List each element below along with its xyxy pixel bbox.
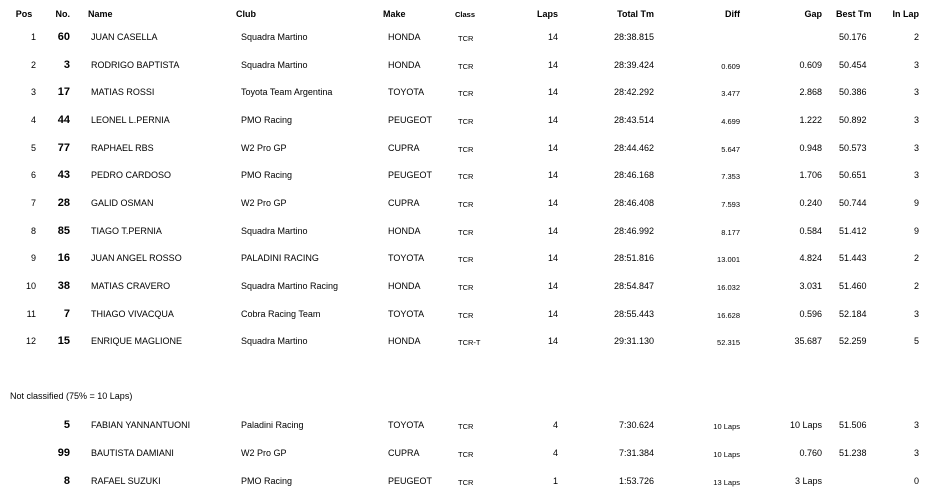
cell-driver-name: FABIAN YANNANTUONI [91, 420, 191, 430]
cell-club: PMO Racing [241, 170, 293, 181]
cell-number: 28 [57, 196, 70, 209]
cell-class: TCR [458, 199, 474, 209]
table-row [0, 193, 946, 213]
cell-laps: 14 [547, 253, 558, 264]
cell-class: TCR [458, 34, 474, 43]
cell-in-lap: 9 [913, 197, 919, 208]
cell-gap: 2.868 [799, 87, 822, 98]
cell-number: 44 [57, 113, 70, 126]
cell-club: PALADINI RACING [241, 253, 319, 264]
not-classified-label: Not classified (75% = 10 Laps) [10, 391, 133, 401]
cell-make: CUPRA [388, 197, 420, 208]
cell-club: W2 Pro GP [241, 142, 287, 153]
cell-gap: 0.609 [799, 59, 822, 70]
cell-class: TCR [458, 478, 474, 487]
header-in-lap: In Lap [892, 9, 919, 19]
cell-total-time: 28:46.408 [613, 197, 654, 208]
header-pos: Pos [15, 9, 33, 19]
cell-make: CUPRA [388, 448, 420, 458]
cell-total-time: 29:31.130 [613, 336, 654, 347]
cell-driver-name: MATIAS CRAVERO [91, 280, 171, 291]
cell-diff: 52.315 [717, 338, 740, 348]
cell-club: Squadra Martino [241, 336, 308, 347]
table-row [0, 55, 946, 75]
cell-make: TOYOTA [388, 253, 425, 264]
cell-number: 85 [57, 224, 70, 237]
cell-number: 15 [57, 335, 70, 348]
cell-number: 38 [57, 279, 70, 292]
cell-club: PMO Racing [241, 114, 293, 125]
cell-class: TCR [458, 310, 474, 320]
cell-best-time: 50.651 [839, 170, 867, 181]
cell-make: TOYOTA [388, 308, 425, 319]
cell-best-time: 51.506 [839, 420, 867, 430]
table-row [0, 331, 946, 351]
cell-driver-name: JUAN CASELLA [91, 32, 158, 42]
cell-best-time: 50.454 [839, 59, 867, 70]
header-class: Class [455, 10, 476, 19]
cell-laps: 4 [552, 448, 558, 458]
cell-total-time: 28:38.815 [613, 32, 654, 42]
cell-laps: 14 [547, 308, 558, 319]
cell-pos: 7 [30, 197, 36, 208]
cell-club: Squadra Martino [241, 225, 308, 236]
cell-club: Paladini Racing [241, 420, 304, 430]
cell-best-time [836, 471, 889, 491]
cell-diff: 16.628 [717, 310, 740, 320]
cell-in-lap: 3 [913, 87, 919, 98]
cell-make: HONDA [388, 280, 421, 291]
table-row [0, 138, 946, 158]
cell-pos: 3 [30, 87, 36, 98]
cell-laps: 14 [547, 225, 558, 236]
cell-laps: 14 [547, 87, 558, 98]
cell-class: TCR [458, 450, 474, 459]
cell-class: TCR [458, 89, 474, 99]
cell-gap: 4.824 [799, 253, 822, 264]
cell-diff: 10 Laps [713, 450, 740, 459]
header-gap: Gap [804, 9, 822, 19]
cell-laps: 14 [547, 142, 558, 153]
cell-gap: 3 Laps [794, 476, 822, 486]
cell-make: HONDA [388, 225, 421, 236]
cell-gap: 0.240 [799, 197, 822, 208]
cell-total-time: 28:51.816 [613, 253, 654, 264]
cell-gap: 0.948 [799, 142, 822, 153]
cell-driver-name: LEONEL L.PERNIA [91, 114, 170, 125]
cell-in-lap: 3 [913, 59, 919, 70]
cell-driver-name: TIAGO T.PERNIA [91, 225, 162, 236]
cell-laps: 14 [547, 336, 558, 347]
cell-make: HONDA [388, 32, 421, 42]
cell-number: 3 [63, 58, 70, 71]
cell-gap: 0.584 [799, 225, 822, 236]
cell-gap: 0.760 [799, 448, 822, 458]
cell-make: HONDA [388, 59, 421, 70]
cell-club: Cobra Racing Team [241, 308, 321, 319]
cell-in-lap: 3 [913, 420, 919, 430]
cell-total-time: 28:42.292 [613, 87, 654, 98]
table-row [0, 443, 946, 463]
cell-class: TCR [458, 61, 474, 71]
cell-total-time: 7:31.384 [618, 448, 654, 458]
cell-driver-name: JUAN ANGEL ROSSO [91, 253, 182, 264]
header-total-time: Total Tm [617, 9, 654, 19]
header-no: No. [55, 9, 70, 19]
cell-class: TCR [458, 227, 474, 237]
cell-best-time: 51.460 [839, 280, 867, 291]
table-row [0, 471, 946, 491]
cell-make: PEUGEOT [388, 170, 433, 181]
cell-number: 43 [57, 169, 70, 182]
header-diff: Diff [725, 9, 740, 19]
cell-in-lap: 2 [913, 253, 919, 264]
cell-in-lap: 3 [913, 448, 919, 458]
table-row [0, 221, 946, 241]
cell-class: TCR [458, 282, 474, 292]
cell-total-time: 28:46.992 [613, 225, 654, 236]
cell-class: TCR [458, 255, 474, 265]
cell-total-time: 28:46.168 [613, 170, 654, 181]
cell-diff: 13 Laps [713, 478, 740, 487]
cell-best-time: 50.386 [839, 87, 867, 98]
cell-class: TCR [458, 422, 474, 431]
cell-gap: 10 Laps [789, 420, 822, 430]
cell-club: Squadra Martino [241, 32, 308, 42]
cell-pos: 10 [25, 280, 36, 291]
header-best-time: Best Tm [836, 9, 872, 19]
cell-best-time: 50.744 [839, 197, 867, 208]
cell-laps: 14 [547, 197, 558, 208]
cell-best-time: 50.892 [839, 114, 867, 125]
cell-club: Toyota Team Argentina [241, 87, 333, 98]
cell-number: 99 [57, 447, 70, 459]
cell-in-lap: 3 [913, 170, 919, 181]
cell-driver-name: RAFAEL SUZUKI [91, 476, 161, 486]
cell-pos [12, 471, 36, 491]
cell-make: PEUGEOT [388, 114, 433, 125]
cell-club: PMO Racing [241, 476, 293, 486]
table-row [0, 165, 946, 185]
header-name: Name [88, 9, 113, 19]
cell-gap: 1.222 [799, 114, 822, 125]
cell-laps: 14 [547, 170, 558, 181]
table-row [0, 27, 946, 47]
table-row [0, 276, 946, 296]
cell-total-time: 1:53.726 [618, 476, 654, 486]
cell-in-lap: 3 [913, 114, 919, 125]
cell-gap: 0.596 [799, 308, 822, 319]
cell-pos: 8 [30, 225, 36, 236]
cell-best-time: 50.573 [839, 142, 867, 153]
table-row [0, 415, 946, 435]
cell-laps: 14 [547, 280, 558, 291]
cell-diff: 4.699 [721, 116, 740, 126]
cell-make: TOYOTA [388, 87, 425, 98]
cell-pos: 9 [30, 253, 36, 264]
cell-total-time: 28:43.514 [613, 114, 654, 125]
header-laps: Laps [536, 9, 558, 19]
cell-pos: 1 [30, 32, 36, 42]
cell-number: 77 [57, 141, 70, 154]
cell-diff: 0.609 [721, 61, 740, 71]
cell-pos: 11 [26, 308, 36, 319]
table-row [0, 82, 946, 102]
cell-laps: 1 [552, 476, 558, 486]
cell-gap [780, 27, 822, 47]
cell-make: TOYOTA [388, 420, 425, 430]
cell-total-time: 28:39.424 [613, 59, 654, 70]
cell-pos: 2 [30, 59, 36, 70]
cell-total-time: 7:30.624 [618, 420, 654, 430]
cell-club: Squadra Martino [241, 59, 308, 70]
table-row [0, 110, 946, 130]
cell-make: CUPRA [388, 142, 420, 153]
cell-driver-name: GALID OSMAN [91, 197, 154, 208]
cell-total-time: 28:54.847 [613, 280, 654, 291]
header-club: Club [236, 9, 256, 19]
cell-diff: 13.001 [717, 255, 740, 265]
cell-in-lap: 3 [913, 142, 919, 153]
cell-number: 60 [57, 31, 70, 43]
cell-gap: 1.706 [799, 170, 822, 181]
cell-diff: 10 Laps [713, 422, 740, 431]
cell-in-lap: 2 [913, 280, 919, 291]
table-header [0, 4, 946, 24]
cell-gap: 3.031 [799, 280, 822, 291]
cell-pos [12, 415, 36, 435]
cell-driver-name: RAPHAEL RBS [91, 142, 154, 153]
cell-class: TCR [458, 116, 474, 126]
cell-club: W2 Pro GP [241, 448, 287, 458]
cell-class: TCR-T [458, 338, 481, 348]
cell-best-time: 52.184 [839, 308, 867, 319]
cell-class: TCR [458, 144, 474, 154]
cell-diff [700, 29, 740, 49]
header-make: Make [383, 9, 406, 19]
cell-in-lap: 2 [913, 32, 919, 42]
cell-diff: 16.032 [717, 282, 740, 292]
table-row [0, 304, 946, 324]
cell-driver-name: ENRIQUE MAGLIONE [91, 336, 183, 347]
cell-pos: 6 [30, 170, 36, 181]
cell-best-time: 50.176 [839, 32, 867, 42]
cell-laps: 14 [547, 114, 558, 125]
cell-best-time: 52.259 [839, 336, 867, 347]
cell-diff: 5.647 [721, 144, 740, 154]
cell-make: HONDA [388, 336, 421, 347]
cell-number: 16 [57, 252, 70, 265]
cell-pos: 12 [25, 336, 36, 347]
cell-laps: 4 [552, 420, 558, 430]
cell-driver-name: BAUTISTA DAMIANI [91, 448, 174, 458]
cell-club: W2 Pro GP [241, 197, 287, 208]
cell-class: TCR [458, 172, 474, 182]
cell-diff: 8.177 [721, 227, 740, 237]
cell-laps: 14 [547, 32, 558, 42]
cell-in-lap: 9 [913, 225, 919, 236]
cell-make: PEUGEOT [388, 476, 433, 486]
cell-driver-name: RODRIGO BAPTISTA [91, 59, 180, 70]
cell-number: 8 [63, 475, 70, 487]
cell-pos [12, 443, 36, 463]
cell-club: Squadra Martino Racing [241, 280, 339, 291]
cell-driver-name: THIAGO VIVACQUA [91, 308, 174, 319]
cell-number: 17 [57, 86, 70, 99]
cell-best-time: 51.443 [839, 253, 867, 264]
cell-number: 5 [63, 419, 70, 431]
cell-total-time: 28:44.462 [613, 142, 654, 153]
cell-best-time: 51.238 [839, 448, 867, 458]
cell-in-lap: 3 [913, 308, 919, 319]
cell-total-time: 28:55.443 [613, 308, 654, 319]
cell-best-time: 51.412 [839, 225, 867, 236]
cell-gap: 35.687 [794, 336, 822, 347]
cell-in-lap: 0 [913, 476, 919, 486]
cell-diff: 3.477 [721, 89, 740, 99]
cell-in-lap: 5 [913, 336, 919, 347]
cell-pos: 5 [30, 142, 36, 153]
cell-pos: 4 [30, 114, 36, 125]
table-row [0, 248, 946, 268]
cell-diff: 7.353 [721, 172, 740, 182]
cell-driver-name: PEDRO CARDOSO [91, 170, 172, 181]
cell-number: 7 [63, 307, 70, 320]
cell-driver-name: MATIAS ROSSI [91, 87, 155, 98]
cell-laps: 14 [547, 59, 558, 70]
cell-diff: 7.593 [721, 199, 740, 209]
